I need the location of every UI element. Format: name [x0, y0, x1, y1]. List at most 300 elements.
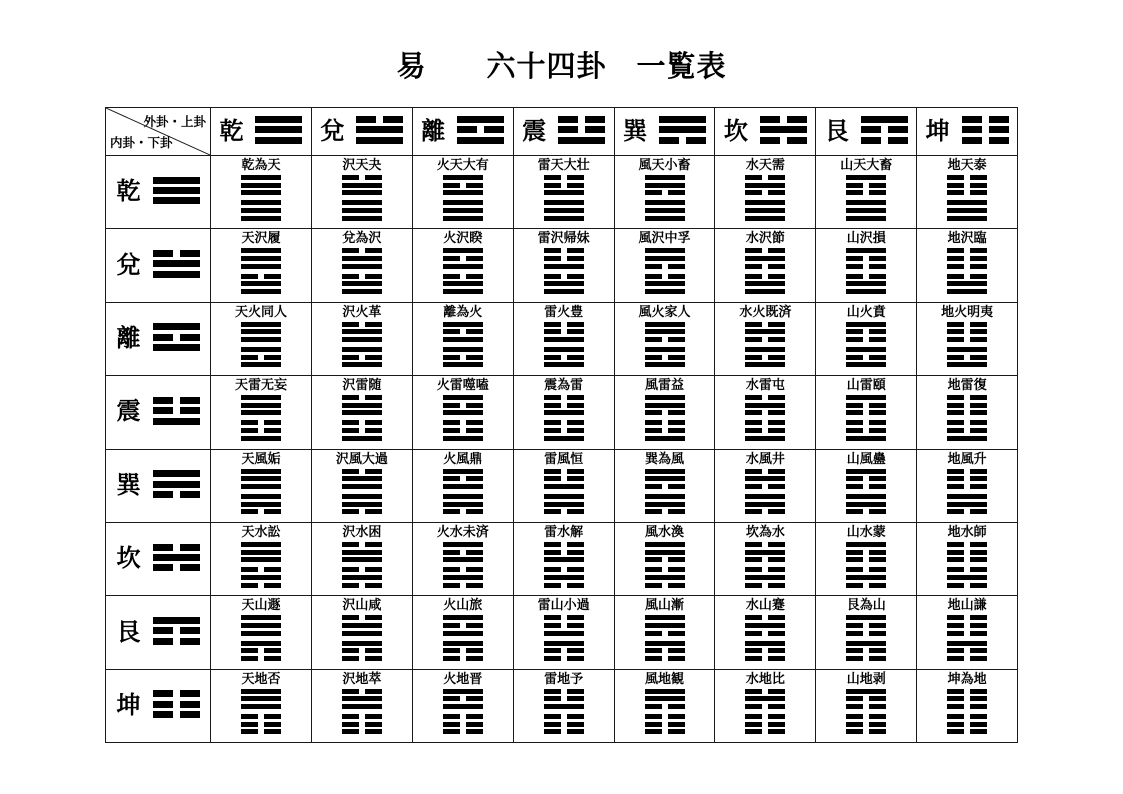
yin-line — [342, 274, 382, 279]
upper-trigram-icon — [544, 175, 584, 195]
lower-trigram-icon — [342, 494, 382, 514]
upper-trigram-icon — [645, 469, 685, 489]
yang-line — [645, 289, 685, 294]
yang-line — [342, 216, 382, 221]
yin-line — [760, 137, 807, 144]
yin-line — [947, 542, 987, 547]
yang-line — [443, 264, 483, 269]
xun-trigram-icon — [659, 116, 706, 147]
yin-line — [846, 190, 886, 195]
yang-line — [241, 289, 281, 294]
hexagram-name: 火水未済 — [436, 523, 489, 539]
yang-line — [544, 347, 584, 352]
lower-trigram-icon — [645, 641, 685, 661]
hexagram-glyph — [241, 248, 281, 296]
hexagram-glyph — [241, 469, 281, 517]
yang-line — [443, 289, 483, 294]
yang-line — [544, 281, 584, 286]
corner-header-cell — [106, 108, 211, 156]
column-header-label: 巽 — [623, 117, 647, 145]
yin-line — [745, 557, 785, 562]
hexagram-cell-gen-over-li — [816, 303, 917, 376]
lower-trigram-icon — [645, 347, 685, 367]
hexagram-cell-qian-over-li — [211, 303, 312, 376]
hexagram-cell-qian-over-zhen — [211, 376, 312, 449]
hexagram-name: 雷風恒 — [544, 450, 584, 466]
yin-line — [846, 256, 886, 261]
lower-trigram-icon — [947, 347, 987, 367]
hexagram-name: 水沢節 — [745, 230, 785, 246]
hexagram-glyph — [241, 689, 281, 737]
yin-line — [544, 550, 584, 555]
yang-line — [645, 696, 685, 701]
yang-line — [443, 216, 483, 221]
upper-trigram-icon — [443, 469, 483, 489]
yin-line — [745, 420, 785, 425]
yang-line — [947, 641, 987, 646]
yin-line — [457, 126, 504, 133]
upper-trigram-icon — [443, 395, 483, 415]
yang-line — [645, 436, 685, 441]
yin-line — [241, 722, 281, 727]
yin-line — [241, 509, 281, 514]
lower-trigram-icon — [745, 274, 785, 294]
hexagram-cell-xun-over-gen — [615, 596, 716, 669]
upper-trigram-icon — [241, 175, 281, 195]
lower-trigram-icon — [846, 347, 886, 367]
yang-line — [745, 256, 785, 261]
yin-line — [745, 428, 785, 433]
yin-line — [645, 704, 685, 709]
yang-line — [745, 575, 785, 580]
hexagram-name: 沢地萃 — [342, 670, 382, 686]
yin-line — [947, 469, 987, 474]
yin-line — [947, 550, 987, 555]
yin-line — [544, 623, 584, 628]
yang-line — [443, 689, 483, 694]
upper-trigram-icon — [947, 469, 987, 489]
yang-line — [745, 208, 785, 213]
row-header-label: 巽 — [116, 471, 141, 499]
yang-line — [846, 347, 886, 352]
yin-line — [153, 564, 200, 571]
yang-line — [255, 137, 302, 144]
hexagram-glyph — [241, 395, 281, 443]
yin-line — [745, 484, 785, 489]
yang-line — [846, 641, 886, 646]
hexagram-glyph — [645, 248, 685, 296]
yin-line — [645, 722, 685, 727]
column-header-kan — [715, 108, 816, 156]
hexagram-cell-kun-over-zhen — [917, 376, 1018, 449]
lower-trigram-icon — [342, 347, 382, 367]
yang-line — [255, 126, 302, 133]
yang-line — [659, 116, 706, 123]
yang-line — [342, 557, 382, 562]
yang-line — [342, 410, 382, 415]
hexagram-glyph — [846, 175, 886, 223]
yin-line — [947, 395, 987, 400]
yin-line — [745, 631, 785, 636]
yin-line — [645, 410, 685, 415]
yang-line — [846, 175, 886, 180]
yang-line — [745, 183, 785, 188]
xun-trigram-icon — [153, 470, 200, 501]
lower-trigram-icon — [645, 274, 685, 294]
hexagram-cell-dui-over-xun — [312, 450, 413, 523]
upper-trigram-icon — [745, 175, 785, 195]
yang-line — [846, 689, 886, 694]
hexagram-name: 山地剥 — [846, 670, 886, 686]
row-header-label: 震 — [116, 398, 141, 426]
yin-line — [645, 420, 685, 425]
hexagram-name: 雷地予 — [544, 670, 584, 686]
yin-line — [544, 656, 584, 661]
yang-line — [443, 704, 483, 709]
yang-line — [241, 337, 281, 342]
yang-line — [544, 410, 584, 415]
yin-line — [544, 648, 584, 653]
yin-line — [544, 714, 584, 719]
yang-line — [241, 436, 281, 441]
hexagram-cell-gen-over-xun — [816, 450, 917, 523]
yin-line — [947, 274, 987, 279]
yang-line — [342, 337, 382, 342]
page-title: 易 六十四卦 一覧表 — [396, 51, 727, 83]
yang-line — [342, 208, 382, 213]
yin-line — [645, 648, 685, 653]
yin-line — [241, 428, 281, 433]
yin-line — [342, 648, 382, 653]
yang-line — [443, 502, 483, 507]
hexagram-glyph — [342, 322, 382, 370]
yang-line — [645, 550, 685, 555]
hexagram-cell-dui-over-zhen — [312, 376, 413, 449]
yang-line — [745, 494, 785, 499]
yin-line — [544, 395, 584, 400]
yang-line — [443, 395, 483, 400]
yin-line — [846, 484, 886, 489]
upper-trigram-icon — [947, 322, 987, 342]
yang-line — [745, 403, 785, 408]
yang-line — [342, 183, 382, 188]
hexagram-name: 風火家人 — [638, 303, 691, 319]
hexagram-glyph — [443, 542, 483, 590]
yin-line — [962, 116, 1009, 123]
lower-trigram-icon — [846, 714, 886, 734]
hexagram-name: 離為火 — [443, 303, 483, 319]
lower-trigram-icon — [947, 200, 987, 220]
hexagram-name: 沢火革 — [342, 303, 382, 319]
yin-line — [745, 615, 785, 620]
hexagram-glyph — [544, 322, 584, 370]
hexagram-glyph — [745, 542, 785, 590]
hexagram-name: 地雷復 — [947, 377, 987, 393]
yin-line — [745, 656, 785, 661]
upper-trigram-icon — [443, 615, 483, 635]
yin-line — [558, 116, 605, 123]
lower-trigram-icon — [241, 200, 281, 220]
yin-line — [745, 722, 785, 727]
lower-trigram-icon — [846, 274, 886, 294]
lower-trigram-icon — [443, 420, 483, 440]
yang-line — [846, 362, 886, 367]
li-trigram-icon — [153, 323, 200, 354]
yang-line — [645, 395, 685, 400]
yin-line — [544, 256, 584, 261]
yang-line — [241, 403, 281, 408]
yang-line — [153, 197, 200, 204]
lower-trigram-icon — [745, 347, 785, 367]
hexagram-cell-kan-over-kun — [715, 670, 816, 743]
yang-line — [241, 689, 281, 694]
yin-line — [544, 696, 584, 701]
yin-line — [443, 648, 483, 653]
yin-line — [645, 355, 685, 360]
yin-line — [846, 428, 886, 433]
yin-line — [544, 729, 584, 734]
yang-line — [342, 704, 382, 709]
yin-line — [962, 126, 1009, 133]
yang-line — [745, 362, 785, 367]
hexagram-name: 山水蒙 — [846, 523, 886, 539]
hexagram-cell-gen-over-qian — [816, 156, 917, 229]
yang-line — [342, 347, 382, 352]
lower-trigram-icon — [443, 641, 483, 661]
hexagram-glyph — [947, 248, 987, 296]
upper-trigram-icon — [947, 248, 987, 268]
yang-line — [241, 175, 281, 180]
yang-line — [846, 469, 886, 474]
yang-line — [241, 329, 281, 334]
yin-line — [947, 403, 987, 408]
yang-line — [645, 347, 685, 352]
hexagram-name: 坤為地 — [947, 670, 987, 686]
yang-line — [745, 436, 785, 441]
yang-line — [241, 208, 281, 213]
column-header-qian — [211, 108, 312, 156]
dui-trigram-icon — [153, 250, 200, 281]
hexagram-name: 天沢履 — [241, 230, 281, 246]
yang-line — [544, 289, 584, 294]
yang-line — [544, 190, 584, 195]
yang-line — [443, 557, 483, 562]
yang-line — [241, 476, 281, 481]
yin-line — [443, 722, 483, 727]
upper-trigram-icon — [342, 615, 382, 635]
lower-trigram-icon — [342, 714, 382, 734]
upper-trigram-icon — [645, 175, 685, 195]
yin-line — [745, 274, 785, 279]
yin-line — [342, 509, 382, 514]
yin-line — [153, 627, 200, 634]
lower-trigram-icon — [342, 567, 382, 587]
hexagram-name: 地山謙 — [947, 597, 987, 613]
yin-line — [342, 395, 382, 400]
lower-trigram-icon — [645, 714, 685, 734]
column-header-li — [413, 108, 514, 156]
yang-line — [846, 248, 886, 253]
yin-line — [745, 542, 785, 547]
yang-line — [241, 696, 281, 701]
yin-line — [443, 656, 483, 661]
yin-line — [846, 729, 886, 734]
upper-trigram-icon — [544, 689, 584, 709]
hexagram-glyph — [947, 175, 987, 223]
li-trigram-icon — [457, 116, 504, 147]
upper-trigram-icon — [745, 395, 785, 415]
yin-line — [745, 469, 785, 474]
yang-line — [745, 329, 785, 334]
yin-line — [659, 137, 706, 144]
yang-line — [947, 436, 987, 441]
hexagram-name: 天地否 — [241, 670, 281, 686]
upper-trigram-icon — [443, 322, 483, 342]
hexagram-cell-qian-over-xun — [211, 450, 312, 523]
yang-line — [645, 542, 685, 547]
column-header-zhen — [514, 108, 615, 156]
upper-trigram-icon — [846, 542, 886, 562]
yin-line — [645, 729, 685, 734]
hexagram-glyph — [241, 322, 281, 370]
lower-trigram-icon — [241, 494, 281, 514]
yang-line — [645, 208, 685, 213]
yang-line — [342, 550, 382, 555]
yang-line — [645, 502, 685, 507]
hexagram-name: 火地晋 — [443, 670, 483, 686]
dui-trigram-icon — [356, 116, 403, 147]
yang-line — [861, 116, 908, 123]
yin-line — [153, 407, 200, 414]
yin-line — [342, 656, 382, 661]
hexagram-name: 火天大有 — [436, 157, 489, 172]
lower-trigram-icon — [342, 200, 382, 220]
yin-line — [645, 428, 685, 433]
yin-line — [645, 557, 685, 562]
yin-line — [544, 476, 584, 481]
upper-trigram-icon — [241, 542, 281, 562]
upper-trigram-icon — [342, 395, 382, 415]
yin-line — [846, 567, 886, 572]
yin-line — [846, 509, 886, 514]
yang-line — [745, 550, 785, 555]
yang-line — [745, 289, 785, 294]
yin-line — [745, 729, 785, 734]
hexagram-name: 山火賁 — [846, 303, 886, 319]
yin-line — [846, 714, 886, 719]
hexagram-glyph — [342, 248, 382, 296]
hexagram-glyph — [544, 175, 584, 223]
yin-line — [745, 355, 785, 360]
upper-trigram-icon — [241, 689, 281, 709]
hexagram-cell-qian-over-kun — [211, 670, 312, 743]
yin-line — [947, 428, 987, 433]
yang-line — [241, 200, 281, 205]
yin-line — [947, 583, 987, 588]
hexagram-glyph — [645, 175, 685, 223]
yang-line — [846, 322, 886, 327]
hexagram-cell-xun-over-kan — [615, 523, 716, 596]
yang-line — [241, 704, 281, 709]
hexagram-cell-kan-over-zhen — [715, 376, 816, 449]
hexagram-glyph — [846, 395, 886, 443]
hexagram-name: 火雷噬嗑 — [436, 377, 489, 393]
upper-trigram-icon — [645, 395, 685, 415]
hexagram-glyph — [544, 615, 584, 663]
yang-line — [745, 623, 785, 628]
yin-line — [947, 476, 987, 481]
yang-line — [342, 502, 382, 507]
yin-line — [645, 264, 685, 269]
yang-line — [846, 289, 886, 294]
yang-line — [947, 200, 987, 205]
hexagram-name: 山天大畜 — [840, 157, 893, 172]
hexagram-name: 風沢中孚 — [638, 230, 691, 246]
hexagram-name: 乾為天 — [241, 157, 281, 172]
hexagram-glyph — [645, 615, 685, 663]
yang-line — [443, 494, 483, 499]
yin-line — [241, 714, 281, 719]
yang-line — [645, 216, 685, 221]
lower-trigram-icon — [645, 200, 685, 220]
kun-trigram-icon — [153, 690, 200, 721]
row-header-kun — [106, 670, 211, 743]
row-header-zhen — [106, 376, 211, 449]
yin-line — [947, 615, 987, 620]
yin-line — [846, 264, 886, 269]
hexagram-cell-kan-over-dui — [715, 229, 816, 302]
yang-line — [342, 696, 382, 701]
yang-line — [544, 557, 584, 562]
upper-trigram-icon — [544, 615, 584, 635]
hexagram-cell-qian-over-gen — [211, 596, 312, 669]
hexagram-cell-li-over-li — [413, 303, 514, 376]
yin-line — [947, 689, 987, 694]
lower-trigram-icon — [443, 567, 483, 587]
yang-line — [342, 436, 382, 441]
upper-trigram-icon — [645, 689, 685, 709]
hexagram-glyph — [342, 689, 382, 737]
hexagram-glyph — [342, 395, 382, 443]
yin-line — [745, 395, 785, 400]
hexagram-cell-zhen-over-dui — [514, 229, 615, 302]
hexagram-cell-zhen-over-qian — [514, 156, 615, 229]
lower-trigram-icon — [241, 347, 281, 367]
hexagram-cell-qian-over-qian — [211, 156, 312, 229]
lower-trigram-icon — [241, 274, 281, 294]
yang-line — [342, 256, 382, 261]
lower-trigram-icon — [443, 714, 483, 734]
hexagram-glyph — [745, 689, 785, 737]
column-header-label: 離 — [421, 117, 446, 145]
hexagram-glyph — [947, 395, 987, 443]
hexagram-name: 風山漸 — [645, 597, 685, 613]
yang-line — [645, 494, 685, 499]
hexagram-name: 坎為水 — [745, 523, 785, 539]
yin-line — [846, 403, 886, 408]
yang-line — [544, 502, 584, 507]
yin-line — [241, 355, 281, 360]
yin-line — [443, 509, 483, 514]
yin-line — [947, 420, 987, 425]
upper-trigram-icon — [544, 248, 584, 268]
yang-line — [342, 484, 382, 489]
yin-line — [947, 656, 987, 661]
lower-trigram-icon — [645, 420, 685, 440]
hexagram-name: 山沢損 — [846, 230, 886, 246]
yang-line — [645, 403, 685, 408]
column-header-gen — [816, 108, 917, 156]
